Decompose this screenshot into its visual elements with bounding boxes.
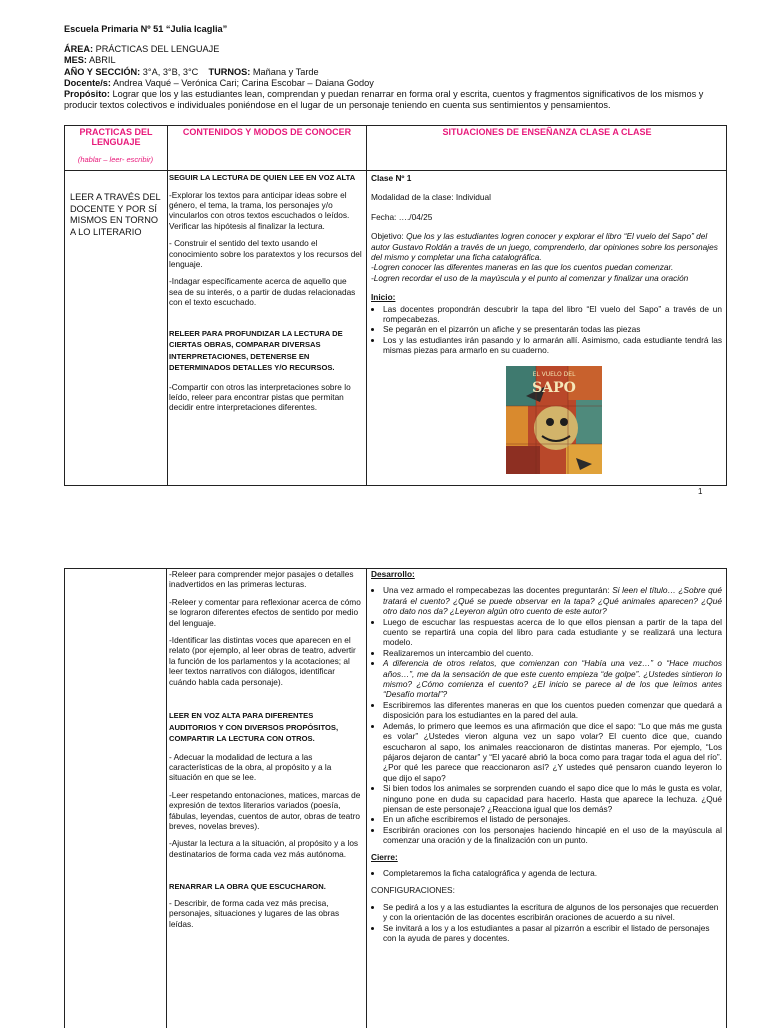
list-item: • Escribiremos las diferentes maneras en que los cuentos pueden comenzar que quedará a disposición para los estudiantes en la pared del aula. (383, 700, 722, 721)
list-item: • Luego de escuchar las respuestas acerca de lo que ellos piensan a partir de la tapa del cuento se repartirá una copia del libro para cada estudiante y se realizará una lectura modelo. (383, 617, 722, 648)
cierre-list (371, 868, 722, 878)
desarrollo-list (371, 585, 722, 845)
clase-number: Clase Nº 1 (371, 173, 412, 183)
col-header-situaciones: SITUACIONES DE ENSEÑANZA CLASE A CLASE (442, 127, 652, 137)
contenidos-cell-1 (169, 172, 362, 420)
objetivo: Objetivo: Que los y las estudiantes logren conocer y explorar el libro “El vuelo del Sapo” del autor Gustavo Roldán a través de un juego, comprenderlo, dar opiniones sobre los personajes del mismo y completar una ficha catalográfica. (371, 231, 718, 263)
fecha: Fecha: …./04/25 (371, 211, 433, 222)
desarrollo-heading: Desarrollo: (371, 569, 415, 579)
contenido-paragraph: -Ajustar la lectura a la situación, al propósito y a los destinatarios de forma cada vez más autónoma. (169, 838, 359, 859)
contenidos-cell-2 (169, 569, 362, 936)
configuraciones-heading: CONFIGURACIONES: (371, 885, 455, 896)
list-item: • Si bien todos los animales se sorprenden cuando el sapo dice que lo más le gusta es volar, ninguno pone en duda su capacidad para hacerlo. Hasta que aparece la lechuza. ¿Qué piensan de este personaje? ¿Reacciona igual que los demás? (383, 783, 722, 814)
inicio-heading: Inicio: (371, 292, 396, 303)
contenido-paragraph: -Leer respetando entonaciones, matices, marcas de expresión de textos literarios variados (poesía, fábulas, leyendas, cuentos de autor, obras de teatro breves, novelas breves). (169, 789, 361, 831)
contenido-title: RELEER PARA PROFUNDIZAR LA LECTURA DE CIERTAS OBRAS, COMPARAR DIVERSAS INTERPRETACIONES, DETENERSE EN DETERMINADOS DETALLES Y/O RECURSOS. (169, 328, 343, 373)
contenido-title: RENARRAR LA OBRA QUE ESCUCHARON. (169, 882, 326, 892)
list-item: • En un afiche escribiremos el listado de personajes. (383, 814, 722, 824)
list-item: • Escribirán oraciones con los personajes haciendo hincapié en el uso de la mayúscula al comenzar una oración y de la finalización con un punto. (383, 825, 722, 846)
practice-text: LEER A TRAVÉS DEL DOCENTE Y POR SÍ MISMOS EN TORNO A LO LITERARIO (70, 192, 161, 237)
cover-title-big: SAPO (532, 380, 576, 396)
contenido-paragraph: -Indagar específicamente acerca de aquello que sea de su interés, o a partir de dudas relacionadas con el texto escuchado. (169, 276, 356, 308)
modalidad: Modalidad de la clase: Individual (371, 192, 491, 203)
book-cover-image (506, 366, 602, 474)
cierre-heading: Cierre: (371, 851, 398, 862)
list-item: • Una vez armado el rompecabezas las docentes preguntarán: Si leen el título… ¿Sobre qué tratará el cuento? ¿Qué se puede observar en la tapa? ¿Qué animales aparecen? ¿Qué otro dato nos da? ¿Leyeron algún otro cuento de este autor? (383, 585, 722, 616)
list-item: • Completaremos la ficha catalográfica y agenda de lectura. (383, 868, 722, 878)
mes-line: MES: ABRIL (64, 55, 116, 66)
situaciones-cell-1 (371, 173, 722, 356)
page-number: 1 (698, 487, 703, 496)
col-header-practicas: PRACTICAS DEL LENGUAJE (79, 127, 153, 147)
contenido-paragraph: -Compartir con otros las interpretaciones sobre lo leído, releer para encontrar pistas que permitan decidir entre interpretaciones diferentes. (169, 381, 351, 413)
area-line: ÁREA: PRÁCTICAS DEL LENGUAJE (64, 44, 220, 55)
list-item: • A diferencia de otros relatos, que comienzan con “Había una vez…” o “Hace muchos años…”, me da la sensación de que este cuento empieza “de golpe”. ¿Ustedes sintieron lo mismo? ¿Cómo comienza el cuento? ¿El inicio se parece al de los que leímos antes “Desafío mortal”? (383, 658, 722, 700)
contenido-title: LEER EN VOZ ALTA PARA DIFERENTES AUDITORIOS Y CON DIVERSOS PROPÓSITOS, COMPARTIR LA LECTURA CON OTROS. (169, 711, 339, 744)
list-item: • Las docentes propondrán descubrir la tapa del libro “El vuelo del Sapo” a través de un rompecabezas. (383, 304, 722, 325)
contenido-paragraph: -Releer y comentar para reflexionar acerca de cómo se lograron diferentes efectos de sentido por medio del lenguaje. (169, 596, 361, 628)
list-item: • Además, lo primero que leemos es una afirmación que dice el sapo: “Lo que más me gusta es volar” ¿Ustedes vieron alguna vez un sapo volar? El cuento dice que, cuando escucharon al sapo, los animales reaccionaron de distintas maneras. Por ejemplo, “Los pájaros dejaron de cantar” y “El yacaré abrió la boca como para tragar toda el agua del río”. ¿Por qué les parece que reaccionaron así? ¿Y ustedes qué pensaron cuando leyeron lo que dijo el sapo? (383, 721, 722, 783)
contenido-paragraph: -Releer para comprender mejor pasajes o detalles inadvertidos en las primeras lecturas. (169, 569, 354, 590)
situaciones-cell-2 (371, 569, 722, 943)
inicio-list (371, 304, 722, 356)
objetivo-2: -Logren conocer las diferentes maneras en las que los cuentos puedan comenzar. (371, 262, 674, 273)
configuraciones-list (371, 902, 722, 944)
col-header-contenidos: CONTENIDOS Y MODOS DE CONOCER (182, 127, 352, 137)
list-item: • Realizaremos un intercambio del cuento. (383, 648, 722, 658)
list-item: • Se pedirá a los y a las estudiantes la escritura de algunos de los personajes que recuerden y con la orientación de las docentes escribirán oraciones de acuerdo a su nivel. (383, 902, 722, 923)
school-name: Escuela Primaria Nº 51 “Julia Icaglia” (64, 24, 228, 34)
document-header (64, 24, 724, 111)
list-item: • Los y las estudiantes irán pasando y lo armarán allí. Asimismo, cada estudiante tendrá las mismas piezas para armarlo en su cuaderno. (383, 335, 722, 356)
contenido-paragraph: - Adecuar la modalidad de lectura a las características de la obra, al propósito y a la situación en que se lee. (169, 751, 332, 783)
proposito-line: Propósito: Lograr que los y las estudiantes lean, comprendan y puedan renarrar en forma oral y escrita, cuentos y fragmentos significativos de los mismos y producir textos colectivos e individuales poniéndose en el lugar de un personaje teniendo en cuenta sus sentimientos y pensamientos. (64, 89, 704, 111)
contenido-title: SEGUIR LA LECTURA DE QUIEN LEE EN VOZ ALTA (169, 173, 356, 182)
list-item: • Se invitará a los y a los estudiantes a pasar al pizarrón a escribir el listado de personajes con la ayuda de pares y docentes. (383, 923, 722, 944)
contenido-paragraph: -Explorar los textos para anticipar ideas sobre el género, el tema, la trama, los personajes y/o vincularlos con otros textos escuchados o leídos. Verificar las hipótesis al finalizar la lectura. (169, 189, 350, 231)
contenido-paragraph: -Identificar las distintas voces que aparecen en el relato (por ejemplo, al leer obras de teatro, advertir la función de los parlamentos y la acotaciones; al leer textos narrativos con diálogos, identificar cuándo habla cada personaje). (169, 635, 356, 687)
cover-title-small: EL VUELO DEL (532, 371, 576, 378)
docentes-line: Docente/s: Andrea Vaqué – Verónica Cari; Carina Escobar – Daiana Godoy (64, 77, 374, 88)
anio-seccion-line: AÑO Y SECCIÓN: 3°A, 3°B, 3°C TURNOS: Mañana y Tarde (64, 66, 319, 77)
objetivo-3: -Logren recordar el uso de la mayúscula y el punto al comenzar y finalizar una oración (371, 272, 689, 283)
contenido-paragraph: - Construir el sentido del texto usando el conocimiento sobre los paratextos y los recursos del lenguaje. (169, 238, 362, 269)
contenido-paragraph: - Describir, de forma cada vez más precisa, personajes, situaciones y lugares de las obras leídas. (169, 897, 340, 929)
list-item: • Se pegarán en el pizarrón un afiche y se presentarán todas las piezas (383, 324, 722, 334)
col-subheader-practicas: (hablar – leer- escribir) (77, 155, 154, 164)
